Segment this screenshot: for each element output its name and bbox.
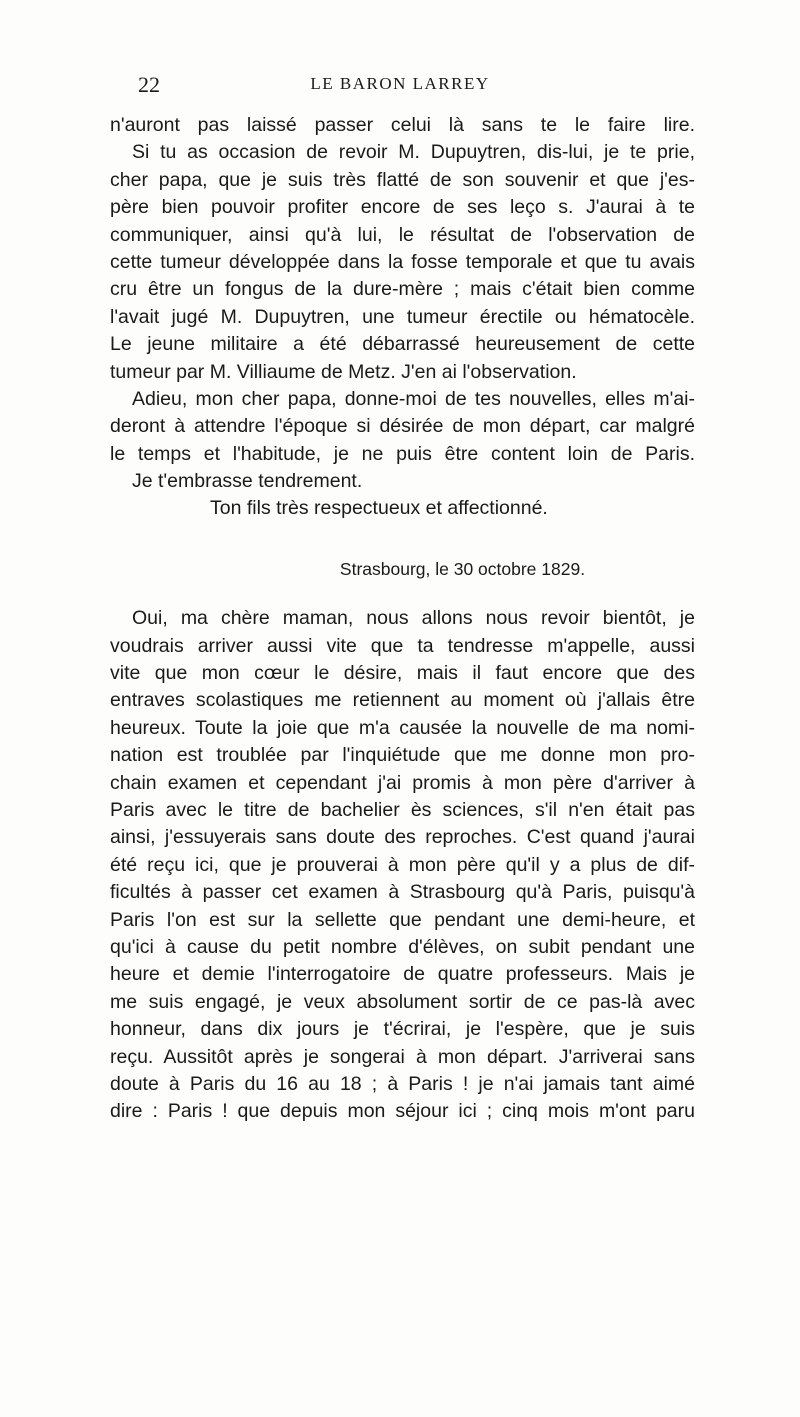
text-line: qu'ici à cause du petit nombre d'élèves, on subit pendant une xyxy=(110,935,695,958)
text-line: père bien pouvoir profiter encore de ses leço s. J'aurai à te xyxy=(110,196,695,219)
text-line: entraves scolastiques me retiennent au moment où j'allais être xyxy=(110,689,695,712)
text-line: Oui, ma chère maman, nous allons nous revoir bientôt, je xyxy=(132,607,695,630)
text-line: Adieu, mon cher papa, donne-moi de tes nouvelles, elles m'ai- xyxy=(132,387,695,410)
text-line: ficultés à passer cet examen à Strasbourg qu'à Paris, puisqu'à xyxy=(110,881,695,904)
text-line: cher papa, que je suis très flatté de son souvenir et que j'es- xyxy=(110,168,695,191)
text-line: Paris avec le titre de bachelier ès sciences, s'il n'en était pas xyxy=(110,798,695,821)
text-line: me suis engagé, je veux absolument sortir de ce pas-là avec xyxy=(110,990,695,1013)
page-number: 22 xyxy=(138,72,160,97)
text-line: n'auront pas laissé passer celui là sans te le faire lire. xyxy=(110,114,695,136)
text-line: le temps et l'habitude, je ne puis être content loin de Paris. xyxy=(110,442,695,465)
text-line: ainsi, j'essuyerais sans doute des reproches. C'est quand j'aurai xyxy=(110,826,695,849)
text-line: voudrais arriver aussi vite que ta tendresse m'appelle, aussi xyxy=(110,634,695,657)
text-line: Le jeune militaire a été débarrassé heureusement de cette xyxy=(110,333,695,356)
text-line: cette tumeur développée dans la fosse temporale et que tu avais xyxy=(110,250,695,273)
letter-2 xyxy=(110,605,695,1125)
letter-signoff: Ton fils très respectueux et affectionné. xyxy=(210,497,548,520)
text-line: cru être un fongus de la dure-mère ; mais c'était bien comme xyxy=(110,278,695,301)
dateline: Strasbourg, le 30 octobre 1829. xyxy=(339,558,586,579)
text-line: deront à attendre l'époque si désirée de mon départ, car malgré xyxy=(110,415,695,438)
text-line: dire : Paris ! que depuis mon séjour ici ; cinq mois m'ont paru xyxy=(110,1100,695,1123)
text-line: Je t'embrasse tendrement. xyxy=(132,470,363,493)
text-line: vite que mon cœur le désire, mais il faut encore que des xyxy=(110,662,695,685)
text-line: honneur, dans dix jours je t'écrirai, je l'espère, que je suis xyxy=(110,1018,695,1041)
text-line: l'avait jugé M. Dupuytren, une tumeur érectile ou hématocèle. xyxy=(110,305,695,328)
text-line: heureux. Toute la joie que m'a causée la nouvelle de ma nomi- xyxy=(110,716,695,739)
body-text xyxy=(110,112,695,1126)
text-line: communiquer, ainsi qu'à lui, le résultat de l'observation de xyxy=(110,223,695,246)
text-line: Si tu as occasion de revoir M. Dupuytren, dis-lui, je te prie, xyxy=(132,141,695,164)
text-line: tumeur par M. Villiaume de Metz. J'en ai l'observation. xyxy=(110,360,577,383)
text-line: chain examen et cependant j'ai promis à mon père d'arriver à xyxy=(110,771,695,794)
text-line: heure et demie l'interrogatoire de quatre professeurs. Mais je xyxy=(110,963,695,986)
text-line: été reçu ici, que je prouverai à mon père qu'il y a plus de dif- xyxy=(110,853,695,876)
page-header xyxy=(0,72,800,102)
running-head: LE BARON LARREY xyxy=(310,74,490,93)
text-line: Paris l'on est sur la sellette que pendant une demi-heure, et xyxy=(110,908,695,931)
text-line: nation est troublée par l'inquiétude que me donne mon pro- xyxy=(110,744,695,767)
text-line: reçu. Aussitôt après je songerai à mon départ. J'arriverai sans xyxy=(110,1045,695,1068)
letter-1 xyxy=(110,112,695,523)
text-line: doute à Paris du 16 au 18 ; à Paris ! je n'ai jamais tant aimé xyxy=(110,1072,695,1095)
